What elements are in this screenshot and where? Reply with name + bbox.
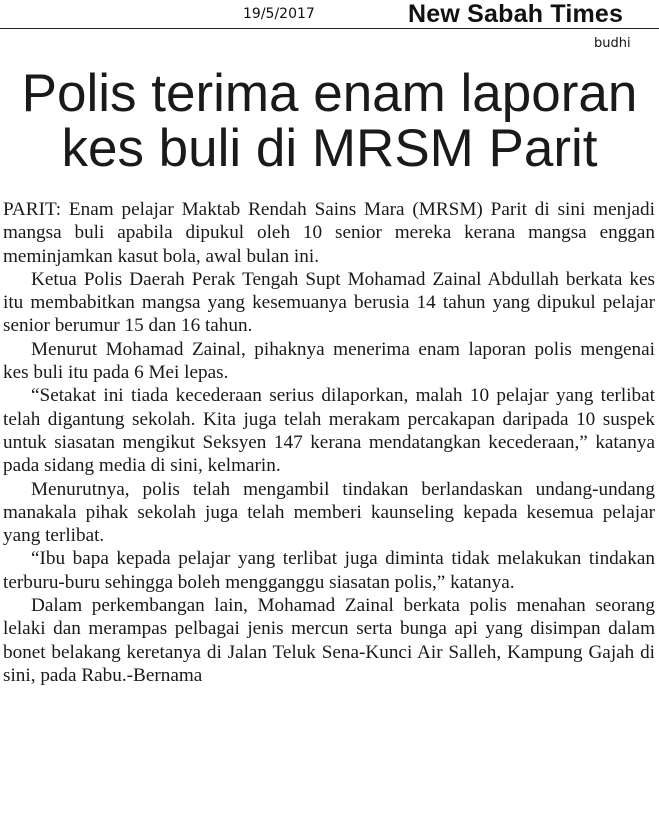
clipper-name: budhi <box>594 36 631 51</box>
publication-date: 19/5/2017 <box>243 6 315 22</box>
article-paragraph: “Setakat ini tiada kecederaan serius dilaporkan, malah 10 pelajar yang terlibat telah digantung sekolah. Kita juga telah merakam percakapan daripada 10 suspek untuk siasatan mengikut Seksyen 147 kerana mendatangkan kecederaan,” katanya pada sidang media di sini, kelmarin. <box>3 385 655 477</box>
article-headline <box>0 66 659 176</box>
article-paragraph: “Ibu bapa kepada pelajar yang terlibat juga diminta tidak melakukan tindakan terburu-buru sehingga boleh mengganggu siasatan polis,” katanya. <box>3 548 655 593</box>
headline-line-1: Polis terima enam laporan <box>21 64 638 123</box>
clipping-header <box>0 0 659 62</box>
article-paragraph: Dalam perkembangan lain, Mohamad Zainal berkata polis menahan seorang lelaki dan merampas pelbagai jenis mercun serta bunga api yang disimpan dalam bonet belakang keretanya di Jalan Teluk Sena-Kunci Air Salleh, Kampung Gajah di sini, pada Rabu.-Bernama <box>3 595 655 686</box>
newspaper-name: New Sabah Times <box>408 0 624 28</box>
article-paragraph: Ketua Polis Daerah Perak Tengah Supt Mohamad Zainal Abdullah berkata kes itu membabitkan mangsa yang kesemuanya berusia 14 tahun yang dipukul pelajar senior berumur 15 dan 16 tahun. <box>3 268 655 337</box>
headline-line-2: kes buli di MRSM Parit <box>61 119 598 178</box>
article-body <box>3 198 655 687</box>
header-divider <box>0 28 659 29</box>
article-paragraph: PARIT: Enam pelajar Maktab Rendah Sains Mara (MRSM) Parit di sini menjadi mangsa buli apabila dipukul oleh 10 senior mereka kerana mangsa enggan meminjamkan kasut bola, awal bulan ini. <box>3 199 655 267</box>
article-paragraph: Menurut Mohamad Zainal, pihaknya menerima enam laporan polis mengenai kes buli itu pada 6 Mei lepas. <box>3 338 655 384</box>
article-paragraph: Menurutnya, polis telah mengambil tindakan berlandaskan undang-undang manakala pihak sekolah juga telah memberi kaunseling kepada kesemua pelajar yang terlibat. <box>3 478 655 547</box>
